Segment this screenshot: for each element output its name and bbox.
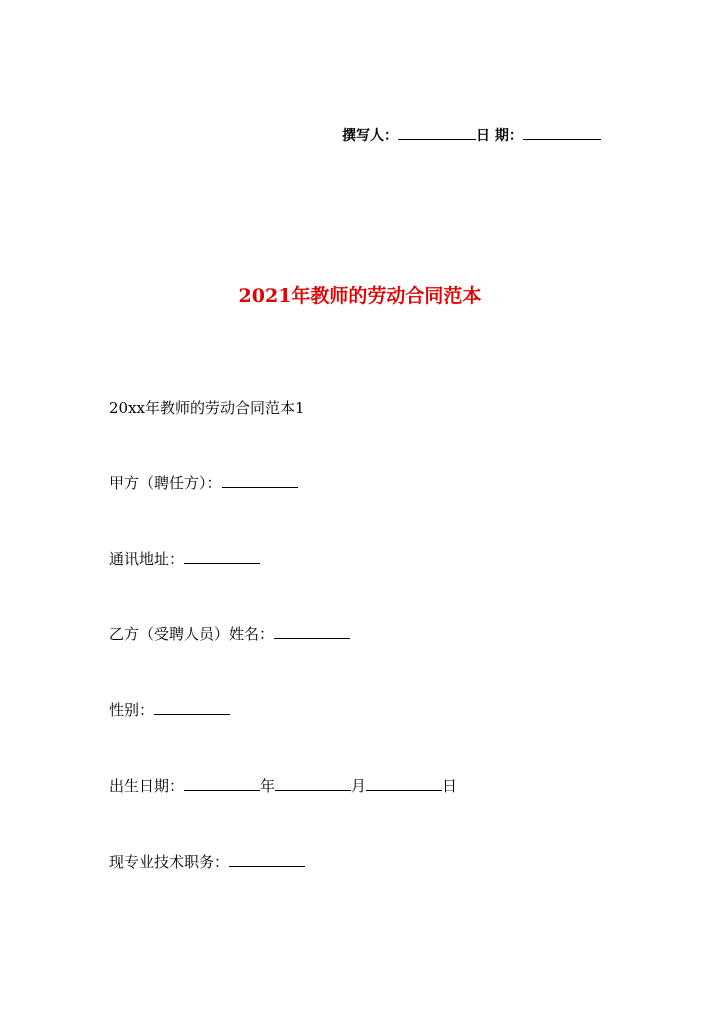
gender-blank bbox=[154, 700, 230, 715]
address-blank bbox=[184, 549, 260, 564]
professional-title-blank bbox=[229, 852, 305, 867]
party-b-name-line bbox=[109, 624, 350, 644]
birth-day-blank bbox=[366, 776, 442, 791]
address-label: 通讯地址： bbox=[109, 550, 185, 568]
birth-date-label: 出生日期： bbox=[109, 777, 185, 795]
party-a-label: 甲方（聘任方）： bbox=[109, 474, 222, 492]
professional-title-line bbox=[109, 852, 305, 872]
subtitle-line: 20xx年教师的劳动合同范本1 bbox=[109, 399, 305, 417]
party-b-name-blank bbox=[274, 624, 350, 639]
author-blank bbox=[398, 126, 476, 140]
gender-line bbox=[109, 700, 230, 720]
day-unit: 日 bbox=[442, 777, 458, 795]
professional-title-label: 现专业技术职务： bbox=[109, 853, 230, 871]
date-blank bbox=[523, 126, 601, 140]
party-b-name-label: 乙方（受聘人员）姓名： bbox=[109, 625, 275, 643]
birth-year-blank bbox=[184, 776, 260, 791]
author-label: 撰写人： bbox=[342, 128, 398, 144]
party-a-line bbox=[109, 473, 298, 493]
date-label: 日 期： bbox=[476, 128, 523, 144]
month-unit: 月 bbox=[351, 777, 367, 795]
party-a-blank bbox=[222, 473, 298, 488]
gender-label: 性别： bbox=[109, 701, 155, 719]
address-line bbox=[109, 549, 260, 569]
document-title: 2021年教师的劳动合同范本 bbox=[238, 285, 482, 307]
birth-month-blank bbox=[275, 776, 351, 791]
year-unit: 年 bbox=[260, 777, 276, 795]
birth-date-line bbox=[109, 776, 457, 796]
header-signature-line bbox=[342, 126, 601, 145]
